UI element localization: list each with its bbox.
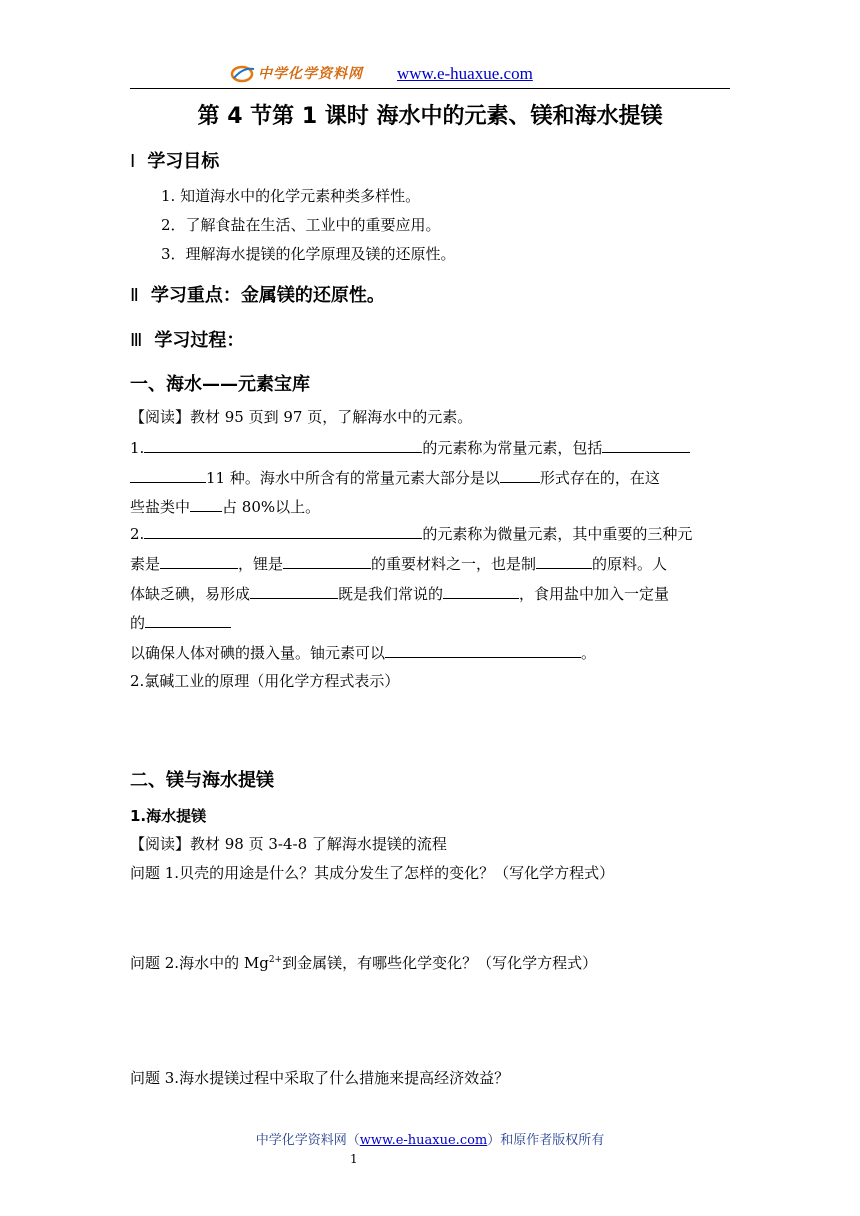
blank-field[interactable]: [385, 642, 581, 658]
blank-field[interactable]: [144, 523, 422, 539]
objective-item: 2．了解食盐在生活、工业中的重要应用。: [161, 216, 441, 234]
section-number: Ⅲ: [130, 330, 143, 350]
blank-field[interactable]: [145, 612, 231, 628]
logo-text: 中学化学资料网: [258, 66, 363, 82]
page-number: 1: [350, 1152, 358, 1166]
section-number: Ⅰ: [130, 151, 136, 171]
header-url-link[interactable]: www.e-huaxue.com: [397, 64, 533, 83]
blank-field[interactable]: [536, 553, 592, 569]
blank-field[interactable]: [283, 553, 371, 569]
fill-line-8: 以确保人体对碘的摄入量。铀元素可以 。: [130, 644, 597, 662]
section-keypoint-heading: [130, 281, 385, 307]
subsection-heading: 1.海水提镁: [130, 807, 207, 825]
section-label: 学习重点：金属镁的还原性。: [150, 285, 385, 306]
blank-field[interactable]: [250, 583, 338, 599]
section-number: Ⅱ: [130, 285, 139, 305]
blank-field[interactable]: [443, 583, 519, 599]
fill-line-2: 11 种。海水中所含有的常量元素大部分是以 形式存在的，在这: [130, 467, 660, 488]
header-divider: [130, 88, 730, 89]
logo-swirl-icon: [230, 63, 256, 83]
section-label: 学习过程：: [154, 330, 245, 351]
blank-field[interactable]: [144, 437, 422, 453]
fill-line-6: 体缺乏碘，易形成 既是我们常说的 ，食用盐中加入一定量: [130, 585, 670, 603]
section-label: 学习目标: [147, 151, 220, 172]
blank-field[interactable]: [500, 467, 540, 483]
question-1: 问题 1.贝壳的用途是什么？其成分发生了怎样的变化？（写化学方程式）: [130, 864, 615, 882]
fill-line-3: 些盐类中 占 80%以上。: [130, 498, 321, 516]
blank-field[interactable]: [602, 437, 690, 453]
reading-note: 【阅读】教材 98 页 3-4-8 了解海水提镁的流程: [130, 835, 447, 853]
blank-field[interactable]: [160, 553, 238, 569]
chlor-alkali-question: 2.氯碱工业的原理（用化学方程式表示）: [130, 672, 400, 690]
part1-heading: 一、海水——元素宝库: [130, 374, 310, 395]
blank-field[interactable]: [130, 467, 206, 483]
reading-note: 【阅读】教材 95 页到 97 页，了解海水中的元素。: [130, 408, 473, 426]
footer-url-link[interactable]: www.e-huaxue.com: [359, 1133, 488, 1148]
site-logo: [230, 60, 363, 86]
fill-line-4: 2. 的元素称为微量元素，其中重要的三种元: [130, 525, 693, 543]
fill-line-7: 的: [130, 612, 231, 633]
objective-item: 1. 知道海水中的化学元素种类多样性。: [161, 187, 421, 205]
blank-field[interactable]: [190, 496, 222, 512]
part2-heading: 二、镁与海水提镁: [130, 770, 274, 791]
question-2: 问题 2.海水中的 $Mg^{2+}$到金属镁，有哪些化学变化？（写化学方程式）: [130, 954, 598, 972]
section-process-heading: [130, 326, 244, 352]
copyright-footer: 中学化学资料网（www.e-huaxue.com）和原作者版权所有: [255, 1133, 605, 1148]
fill-line-1: 1. 的元素称为常量元素，包括: [130, 437, 690, 458]
fill-line-5: 素是 ，锂是 的重要材料之一，也是制 的原料。人: [130, 555, 668, 573]
section-objectives-heading: [130, 147, 219, 173]
page-title: 第 4 节第 1 课时 海水中的元素、镁和海水提镁: [197, 104, 663, 129]
question-3: 问题 3.海水提镁过程中采取了什么措施来提高经济效益？: [130, 1069, 510, 1087]
objective-item: 3．理解海水提镁的化学原理及镁的还原性。: [161, 245, 456, 263]
